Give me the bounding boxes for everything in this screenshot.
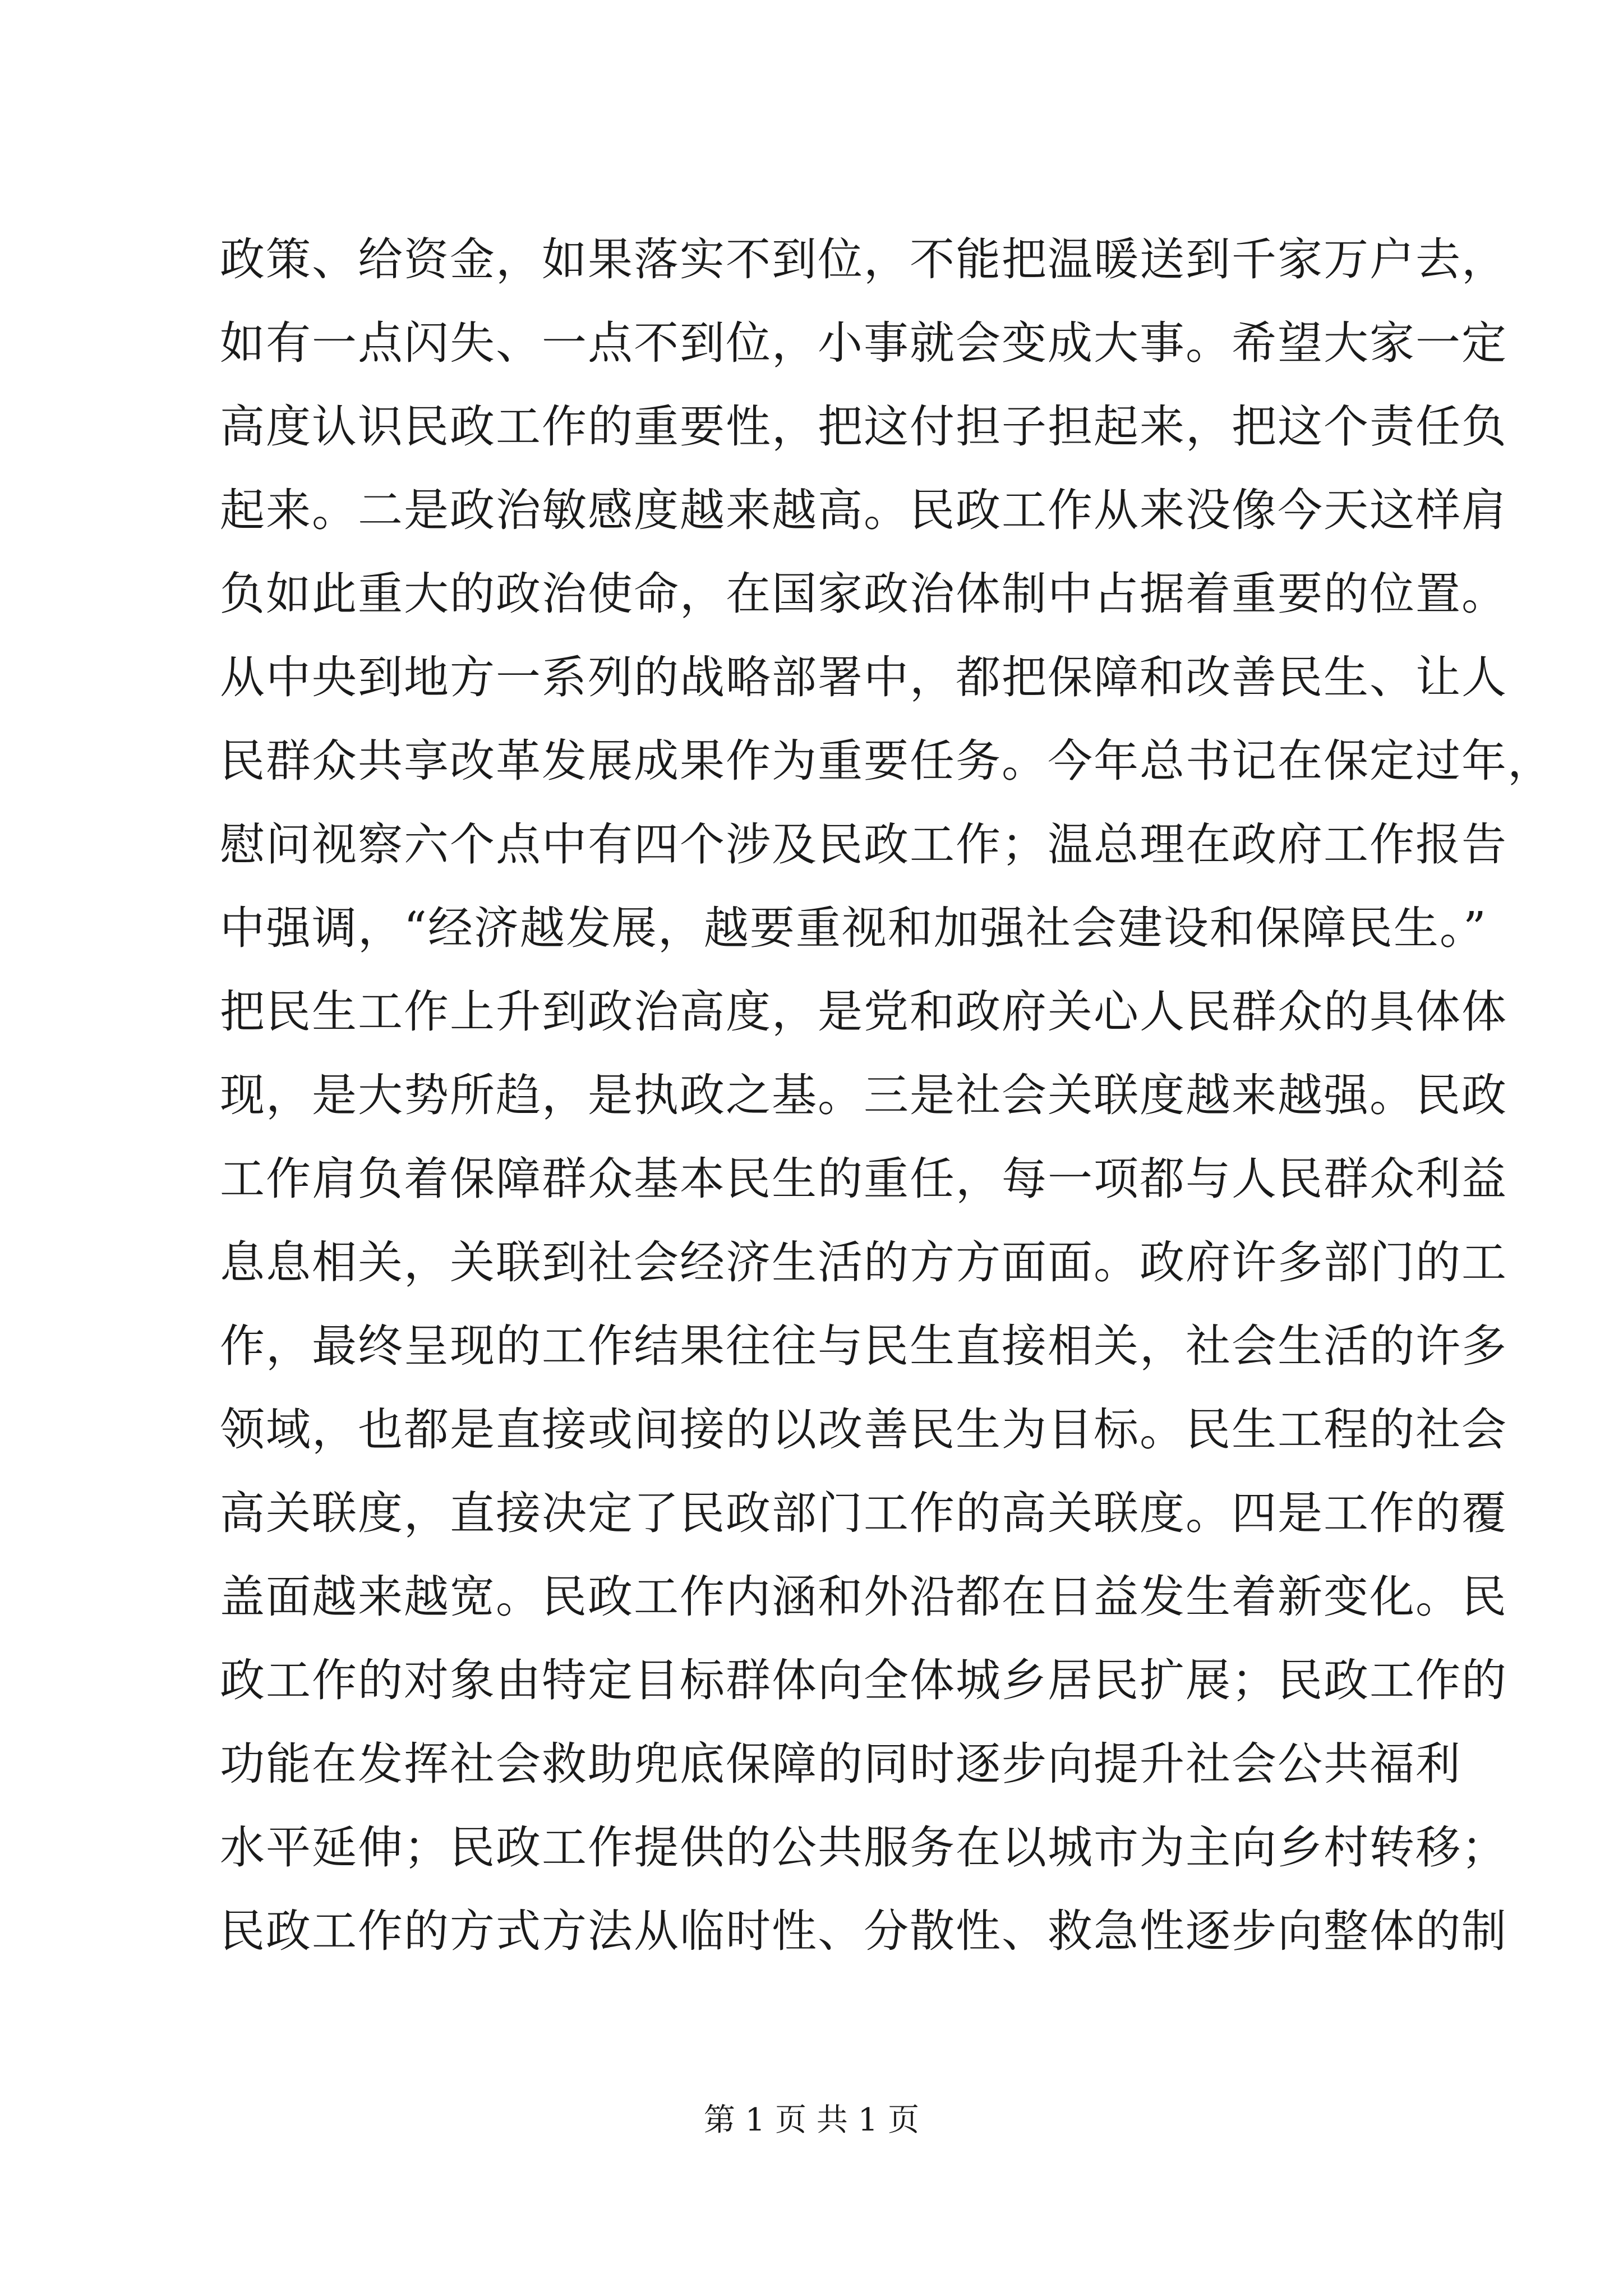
body-text: [220, 218, 1553, 1973]
text-line: 领域，也都是直接或间接的以改善民生为目标。民生工程的社会: [220, 1404, 1507, 1456]
text-line: 功能在发挥社会救助兜底保障的同时逐步向提升社会公共福利: [220, 1738, 1461, 1790]
text-line: 负如此重大的政治使命，在国家政治体制中占据着重要的位置。: [220, 568, 1507, 620]
text-line: 工作肩负着保障群众基本民生的重任，每一项都与人民群众利益: [220, 1153, 1507, 1205]
text-line: 作，最终呈现的工作结果往往与民生直接相关，社会生活的许多: [220, 1320, 1507, 1372]
text-line: 高度认识民政工作的重要性，把这付担子担起来，把这个责任负: [220, 401, 1507, 453]
text-line: 政策、给资金，如果落实不到位，不能把温暖送到千家万户去，: [220, 233, 1507, 286]
text-line: 起来。二是政治敏感度越来越高。民政工作从来没像今天这样肩: [220, 484, 1507, 536]
text-line: 盖面越来越宽。民政工作内涵和外沿都在日益发生着新变化。民: [220, 1571, 1507, 1623]
page-number: 第 1 页 共 1 页: [703, 2102, 920, 2138]
text-line: 中强调，“经济越发展，越要重视和加强社会建设和保障民生。”: [220, 902, 1487, 954]
text-line: 高关联度，直接决定了民政部门工作的高关联度。四是工作的覆: [220, 1487, 1507, 1539]
text-line: 民政工作的方式方法从临时性、分散性、救急性逐步向整体的制: [220, 1905, 1507, 1957]
page-footer: [0, 2098, 1623, 2143]
text-line: 现，是大势所趋，是执政之基。三是社会关联度越来越强。民政: [220, 1069, 1507, 1121]
text-line: 水平延伸；民政工作提供的公共服务在以城市为主向乡村转移；: [220, 1821, 1507, 1874]
text-line: 民群众共享改革发展成果作为重要任务。今年总书记在保定过年，: [220, 735, 1553, 787]
text-line: 从中央到地方一系列的战略部署中，都把保障和改善民生、让人: [220, 651, 1507, 703]
text-line: 息息相关，关联到社会经济生活的方方面面。政府许多部门的工: [220, 1236, 1507, 1289]
text-line: 把民生工作上升到政治高度，是党和政府关心人民群众的具体体: [220, 986, 1507, 1038]
text-line: 如有一点闪失、一点不到位，小事就会变成大事。希望大家一定: [220, 317, 1507, 369]
text-line: 慰问视察六个点中有四个涉及民政工作；温总理在政府工作报告: [220, 818, 1507, 871]
text-line: 政工作的对象由特定目标群体向全体城乡居民扩展；民政工作的: [220, 1654, 1507, 1706]
